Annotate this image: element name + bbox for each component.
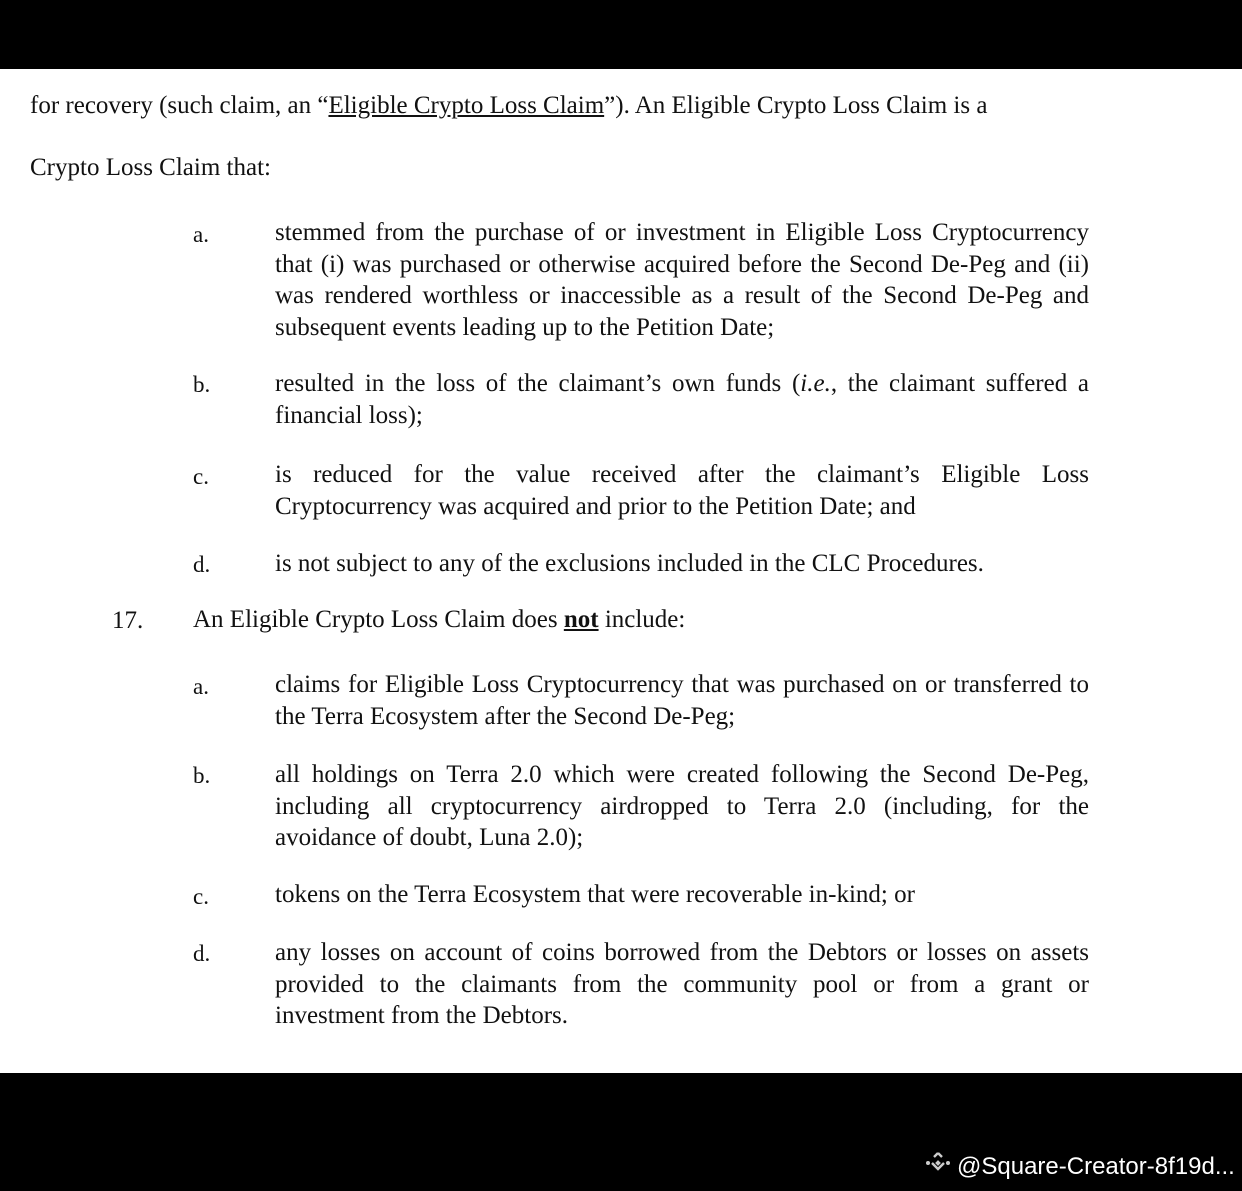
- list-item-text: is not subject to any of the exclusions included in the CLC Procedures.: [275, 550, 984, 577]
- list-label: b.: [193, 372, 211, 397]
- creator-watermark: [925, 1150, 1235, 1183]
- list-item-text: [275, 368, 1089, 431]
- text: An Eligible Crypto Loss Claim does: [193, 606, 564, 633]
- intro-text: ”). An Eligible Crypto Loss Claim is a: [604, 92, 988, 119]
- list-label: c.: [193, 464, 209, 489]
- intro-line-2: Crypto Loss Claim that:: [30, 154, 271, 181]
- list-label: c.: [193, 884, 209, 909]
- list-label: a.: [193, 674, 209, 699]
- text: , the claimant suffered a financial loss);: [275, 370, 1090, 429]
- binance-logo-icon: [925, 1150, 951, 1183]
- list-label: d.: [193, 552, 211, 577]
- list-item-text: tokens on the Terra Ecosystem that were recoverable in-kind; or: [275, 881, 915, 908]
- intro-text: for recovery (such claim, an “: [30, 92, 329, 119]
- italic-text: i.e.: [800, 370, 831, 397]
- list-item-text: all holdings on Terra 2.0 which were created following the Second De-Peg, including all cryptocurrency airdropped to Terra 2.0 (including, for the avoidance of doubt, Luna 2.0);: [275, 761, 1089, 851]
- defined-term: Eligible Crypto Loss Claim: [328, 92, 605, 119]
- list-label: d.: [193, 941, 211, 966]
- section-heading: [193, 606, 685, 634]
- bold-text: not: [563, 606, 599, 633]
- text: include:: [598, 606, 686, 633]
- list-item-text: any losses on account of coins borrowed from the Debtors or losses on assets provided to the claimants from the community pool or from a grant or investment from the Debtors.: [275, 939, 1089, 1029]
- list-item-text: stemmed from the purchase of or investment in Eligible Loss Cryptocurrency that (i) was purchased or otherwise acquired before the Second De-Peg and (ii) was rendered worthless or inaccessible as a result of the Second De-Peg and subsequent events leading up to the Petition Date;: [275, 219, 1089, 341]
- list-label: a.: [193, 222, 209, 247]
- list-item-text: claims for Eligible Loss Cryptocurrency that was purchased on or transferred to the Terra Ecosystem after the Second De-Peg;: [275, 671, 1089, 730]
- text: resulted in the loss of the claimant’s own funds (: [275, 370, 801, 397]
- list-item-text: is reduced for the value received after the claimant’s Eligible Loss Cryptocurrency was acquired and prior to the Petition Date; and: [275, 461, 1089, 520]
- list-label: b.: [193, 763, 211, 788]
- document-page: [0, 69, 1242, 1073]
- watermark-text: @Square-Creator-8f19d...: [957, 1152, 1235, 1180]
- intro-line-1: [30, 92, 987, 120]
- section-number: 17.: [112, 607, 144, 634]
